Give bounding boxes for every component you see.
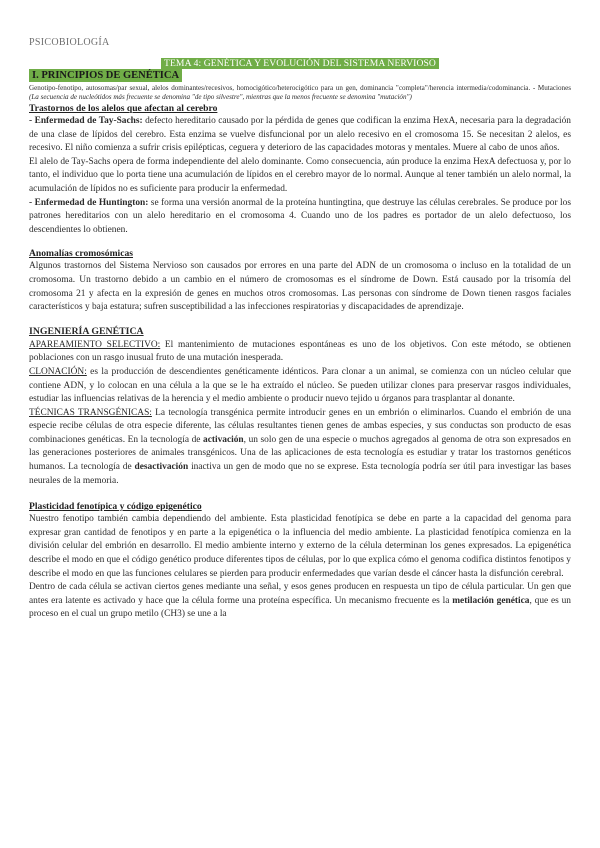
term-desactivacion: desactivación [134,462,189,473]
paragraph-apareamiento [29,339,571,366]
text-transgenicas-1: La tecnología transgénica permite introducir genes en un embrión o eliminarlos. Cuando el embrión de una especie recibe células de otra especie diferente, las células resultantes tienen genes de ambas especies, y sus conductas son producto de esas combinaciones genéticas. En la tecnología de [29,407,571,445]
document-body [29,65,571,622]
spacer [29,315,571,325]
paragraph-plasticidad-1: Nuestro fenotipo también cambia dependiendo del ambiente. Esta plasticidad fenotípica se debe en parte a la capacidad del genoma para expresar gran cantidad de fenotipos y en parte a la epigenética o la influencia del medio ambiente. La plasticidad fenotípica comienza en la división celular del embrión en desarrollo. El medio ambiente interno y externo de la célula determinan los genes expresados. La epigenética describe el modo en que el código genético produce diferentes tipos de células, por lo que explica cómo el genoma codifica distintos fenotipos y describe el modo en que las funciones celulares se pierden para producir enfermedades que varían desde el cáncer hasta la disfunción cerebral. [29,514,571,579]
heading-ingenieria: INGENIERÍA GENÉTICA [29,325,144,337]
label-huntington: - Enfermedad de Huntington: [29,197,149,208]
spacer [29,488,571,500]
label-transgenicas: TÉCNICAS TRANSGÉNICAS: [29,407,152,418]
course-header: PSICOBIOLOGÍA [29,37,110,48]
paragraph-plasticidad-2 [29,581,571,622]
paragraph-transgenicas [29,407,571,489]
text-transgenicas-3: inactiva un gen de modo que no se exprese. Esta tecnología podría ser útil para investigar las bases neurales de la memoria. [29,462,572,486]
heading-plasticidad: Plasticidad fenotípica y código epigenético [29,501,202,513]
intro-plain: Genotipo-fenotipo, autosomas/par sexual, alelos dominantes/recesivos, homocigótico/heterocigótico para un gen, dominancia "completa"/herencia intermedia/codominancia. - Mutaciones [29,84,571,92]
paragraph-huntington [29,197,571,238]
intro-paragraph [29,84,571,102]
text-plasticidad-2b: , que es un proceso en el cual un grupo metilo (CH3) se une a la [29,595,571,620]
label-clonacion: CLONACIÓN: [29,366,87,377]
text-tay-sachs: defecto hereditario causado por la pérdida de genes que codifican la enzima HexA, necesaria para la degradación de una clase de lípidos del cerebro. Esta enzima se vuelve disfuncional por un alelo recesivo en el cromosoma 15. Se necesitan 2 alelos, es recesivo. El niño comienza a sufrir crisis epilépticas, ceguera y deterioro de las capacidades motoras y mentales. Muere al cabo de unos años. [29,116,571,154]
heading-anomalias: Anomalías cromosómicas [29,248,134,260]
text-plasticidad-2a: Dentro de cada célula se activan ciertos genes mediante una señal, y esos genes producen en respuesta un tipo de célula particular. Un gen que antes era latente es activado y hace que la célula forme una proteína específica. Un mecanismo frecuente es la [29,582,571,606]
term-metilacion: metilación genética [452,595,530,606]
label-tay-sachs: - Enfermedad de Tay-Sachs: [29,116,143,126]
text-clonacion: es la producción de descendientes genéticamente idénticos. Para clonar a un animal, se comienza con un núcleo celular que contiene ADN, y lo colocan en una célula a la que se le ha extraído el núcleo. Se pueden utilizar clones para preservar rasgos individuales, estudiar las influencias relativas de la herencia y el medio ambiente o producir nuevo tejido u órganos para trasplantar al donante. [29,366,571,405]
paragraph-tay-sachs [29,115,571,156]
term-activacion: activación [203,434,244,445]
paragraph-anomalias: Algunos trastornos del Sistema Nervioso son causados por errores en una parte del ADN de un cromosoma o incluso en la totalidad de un cromosoma. Un trastorno debido a un cambio en el número de cromosomas es el síndrome de Down. Está causado por la trisomía del cromosoma 21 y afecta en la expresión de genes en muchos otros cromosomas. Las personas con síndrome de Down tienen rasgos faciales característicos y baja estatura; sufren susceptibilidad a las infecciones respiratorias y discapacidades de aprendizaje. [29,261,571,313]
text-transgenicas-2: , un solo gen de una especie o muchos agregados al genoma de otra son expresados en las generaciones posteriores de animales transgénicos. Una de las aplicaciones de esta tecnología es estudiar y tratar los trastornos genéticos humanos. La tecnología de [29,434,571,473]
section-heading-principios: I. PRINCIPIOS DE GENÉTICA [29,69,182,82]
label-apareamiento: APAREAMIENTO SELECTIVO: [29,339,161,350]
text-huntington: se forma una versión anormal de la proteína huntingtina, que destruye las células cerebrales. Se produce por los patrones hereditarios con un alelo hereditario en el cromosoma 4. Cuando uno de los padres es portador de un alelo defectuoso, los descendientes lo obtienen. [29,197,571,235]
text-apareamiento: El mantenimiento de mutaciones espontáneas es uno de los objetivos. Con este método, se obtienen poblaciones con un rasgo inusual fruto de una mutación inesperada. [29,339,571,364]
intro-italic: (La secuencia de nucleótidos más frecuente se denomina "de tipo silvestre", mientras que la menos frecuente se denomina "mutación") [29,93,412,101]
spacer [29,237,571,247]
chapter-title: TEMA 4: GENÉTICA Y EVOLUCIÓN DEL SISTEMA NERVIOSO [161,58,439,69]
paragraph-clonacion [29,366,571,407]
paragraph-tay-sachs-2: El alelo de Tay-Sachs opera de forma independiente del alelo dominante. Como consecuencia, aún produce la enzima HexA defectuosa y, por lo tanto, el individuo que lo porta tiene una acumulación de lípidos en el cerebro mayor de lo normal. Aunque al tener también un alelo normal, la acumulación de lípidos no es suficiente para producir la enfermedad. [29,156,571,194]
heading-trastornos: Trastornos de los alelos que afectan al cerebro [29,103,218,114]
